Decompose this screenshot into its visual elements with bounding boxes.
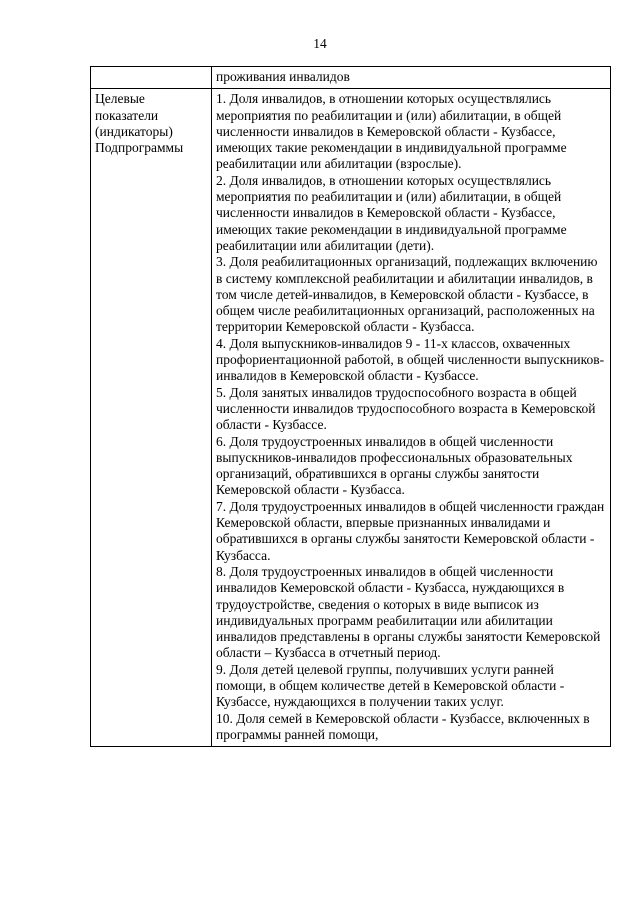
target-indicators-label: Целевые показатели (индикаторы) Подпрограммы — [91, 89, 212, 747]
indicator-item: 8. Доля трудоустроенных инвалидов в общей численности инвалидов Кемеровской области - Кузбасса, нуждающихся в трудоустройстве, сведения о которых в виде выписок из индивидуальных программ реабилитации или абилитации инвалидов представлены в органы службы занятости Кемеровской области – Кузбасса в отчетный период. — [216, 563, 601, 661]
indicator-item: 7. Доля трудоустроенных инвалидов в общей численности граждан Кемеровской области, впервые признанных инвалидами и обратившихся в органы службы занятости Кемеровской области - Кузбасса. — [216, 498, 605, 563]
table-row — [91, 89, 611, 747]
target-indicators-list — [212, 89, 611, 747]
page-number: 14 — [313, 36, 327, 51]
indicator-item: 5. Доля занятых инвалидов трудоспособного возраста в общей численности инвалидов трудоспособного возраста в Кемеровской области - Кузбассе. — [216, 384, 596, 433]
indicator-item: 4. Доля выпускников-инвалидов 9 - 11-х классов, охваченных профориентационной работой, в общей численности выпускников-инвалидов в Кемеровской области - Кузбассе. — [216, 335, 605, 384]
indicator-item: 10. Доля семей в Кемеровской области - Кузбассе, включенных в программы ранней помощи, — [216, 710, 590, 742]
passport-table — [90, 66, 611, 747]
indicator-item: 6. Доля трудоустроенных инвалидов в общей численности выпускников-инвалидов профессиональных образовательных организаций, обратившихся в органы службы занятости Кемеровской области - Кузбасса. — [216, 433, 573, 498]
table-row — [91, 67, 611, 89]
row-value-cell: проживания инвалидов — [212, 67, 611, 89]
indicator-item: 1. Доля инвалидов, в отношении которых осуществлялись мероприятия по реабилитации и (или) абилитации, в общей численности инвалидов в Кемеровской области - Кузбассе, имеющих такие рекомендации в индивидуальной программе реабилитации или абилитации (взрослые). — [216, 91, 567, 172]
indicator-item: 3. Доля реабилитационных организаций, подлежащих включению в систему комплексной реабилитации и абилитации инвалидов, в том числе детей-инвалидов, в Кемеровской области - Кузбассе, в общем числе реабилитационных организаций, расположенных на территории Кемеровской области - Кузбасса. — [216, 254, 598, 335]
indicator-item: 2. Доля инвалидов, в отношении которых осуществлялись мероприятия по реабилитации и (или) абилитации, в общей численности инвалидов в Кемеровской области - Кузбассе, имеющих такие рекомендации в индивидуальной программе реабилитации или абилитации (дети). — [216, 172, 567, 253]
row-label-cell — [91, 67, 212, 89]
indicator-item: 9. Доля детей целевой группы, получивших услуги ранней помощи, в общем количестве детей в Кемеровской области - Кузбассе, нуждающихся в получении таких услуг. — [216, 661, 565, 710]
